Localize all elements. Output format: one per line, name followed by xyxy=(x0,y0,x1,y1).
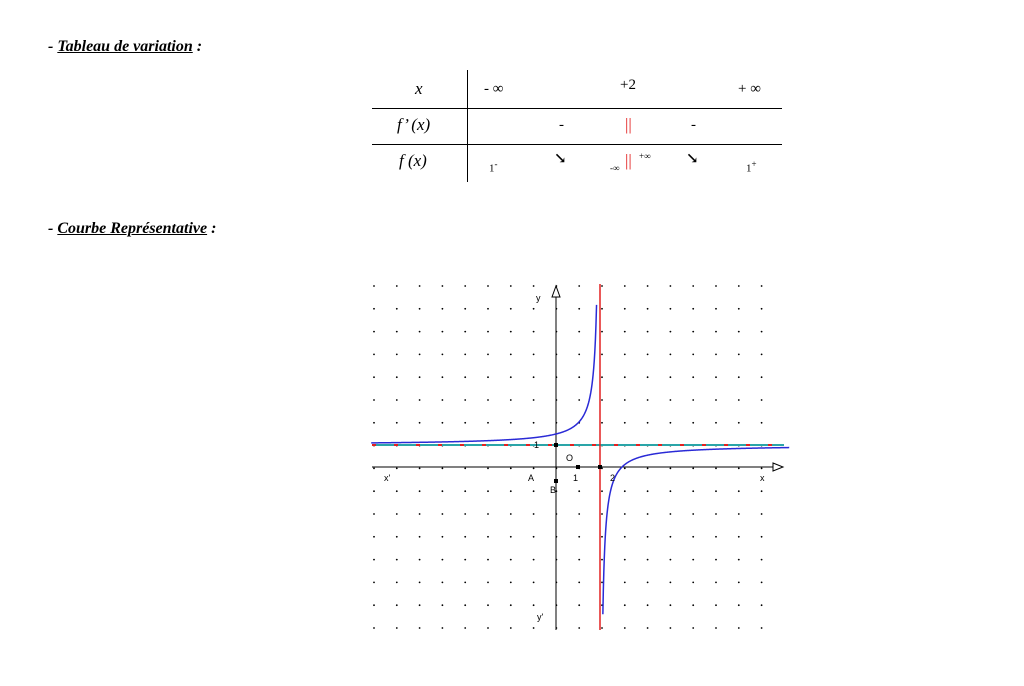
grid-dot xyxy=(487,604,489,606)
grid-dot xyxy=(419,490,421,492)
grid-dot xyxy=(578,513,580,515)
grid-dot xyxy=(738,354,740,356)
row-f-label: f (x) xyxy=(399,151,427,170)
grid-dot xyxy=(624,468,626,470)
x-value-two: +2 xyxy=(620,77,636,93)
grid-dot xyxy=(692,559,694,561)
grid-dot xyxy=(510,308,512,310)
grid-dot xyxy=(670,285,672,287)
grid-dot xyxy=(647,582,649,584)
grid-dot xyxy=(761,331,763,333)
grid-dot xyxy=(419,308,421,310)
grid-dot xyxy=(670,536,672,538)
grid-dot xyxy=(601,627,603,629)
grid-dot xyxy=(624,513,626,515)
grid-dot xyxy=(396,376,398,378)
grid-dot xyxy=(510,399,512,401)
x-minus-infinity: - ∞ xyxy=(484,81,504,97)
point-b-label: B xyxy=(550,485,557,495)
grid-dot xyxy=(464,399,466,401)
grid-dot xyxy=(373,559,375,561)
grid-dot xyxy=(419,559,421,561)
grid-dot xyxy=(396,468,398,470)
grid-dot xyxy=(624,285,626,287)
point-a-label: A xyxy=(528,473,535,483)
grid-dot xyxy=(624,604,626,606)
grid-dot xyxy=(373,468,375,470)
grid-dot xyxy=(464,627,466,629)
grid-dot xyxy=(761,582,763,584)
grid-dot xyxy=(738,399,740,401)
grid-dot xyxy=(510,468,512,470)
grid-dot xyxy=(373,308,375,310)
row-fprime-label: f’ (x) xyxy=(397,115,431,134)
grid-dot xyxy=(396,331,398,333)
grid-dot xyxy=(487,331,489,333)
grid-dot xyxy=(533,331,535,333)
grid-dot xyxy=(738,285,740,287)
grid-dot xyxy=(442,490,444,492)
grid-dot xyxy=(510,536,512,538)
grid-dot xyxy=(419,354,421,356)
grid-dot xyxy=(761,354,763,356)
grid-dot xyxy=(533,490,535,492)
grid-dot xyxy=(647,285,649,287)
grid-dot xyxy=(715,468,717,470)
x-prime-label: x' xyxy=(384,473,391,483)
grid-dot xyxy=(624,422,626,424)
grid-dot xyxy=(419,604,421,606)
grid-dot xyxy=(647,490,649,492)
grid-dot xyxy=(738,468,740,470)
grid-dot xyxy=(738,627,740,629)
grid-dot xyxy=(715,559,717,561)
grid-dot xyxy=(647,376,649,378)
y-prime-label: y' xyxy=(537,612,544,622)
grid-dot xyxy=(442,627,444,629)
grid-dot xyxy=(373,331,375,333)
grid-dot xyxy=(533,308,535,310)
tick-one-y-label: 1 xyxy=(534,440,540,450)
table-row-divider xyxy=(372,144,782,145)
grid-dot xyxy=(442,354,444,356)
grid-dot xyxy=(715,422,717,424)
grid-dot xyxy=(601,354,603,356)
grid-dot xyxy=(464,490,466,492)
grid-dot xyxy=(373,490,375,492)
grid-dot xyxy=(624,582,626,584)
x-plus-infinity: + ∞ xyxy=(738,81,761,97)
grid-dot xyxy=(487,468,489,470)
grid-dot xyxy=(487,627,489,629)
grid-dot xyxy=(578,354,580,356)
curve-left-branch xyxy=(371,305,596,443)
grid-dot xyxy=(533,582,535,584)
grid-dot xyxy=(738,513,740,515)
origin-label: O xyxy=(566,453,574,463)
grid-dot xyxy=(601,536,603,538)
variation-table xyxy=(372,68,782,184)
x-axis-arrow-icon xyxy=(773,463,783,471)
grid-dot xyxy=(396,536,398,538)
grid-dot xyxy=(692,582,694,584)
grid-dot xyxy=(464,559,466,561)
grid-dot xyxy=(715,627,717,629)
grid-dot xyxy=(487,399,489,401)
grid-dot xyxy=(692,399,694,401)
grid-dot xyxy=(670,604,672,606)
grid-dot xyxy=(601,285,603,287)
grid-dot xyxy=(761,468,763,470)
grid-dot xyxy=(715,285,717,287)
fprime-double-bar: || xyxy=(625,115,632,134)
grid-dot xyxy=(738,376,740,378)
function-graph xyxy=(370,282,784,632)
grid-dot xyxy=(692,490,694,492)
grid-dot xyxy=(373,582,375,584)
grid-dot xyxy=(670,627,672,629)
grid-dot xyxy=(373,513,375,515)
grid-dot xyxy=(396,308,398,310)
grid-dot xyxy=(373,399,375,401)
grid-dot xyxy=(419,422,421,424)
grid-dot xyxy=(601,490,603,492)
grid-dot xyxy=(487,376,489,378)
grid-dot xyxy=(692,468,694,470)
grid-dot xyxy=(715,604,717,606)
grid-dot xyxy=(373,422,375,424)
grid-dot xyxy=(510,331,512,333)
grid-dot xyxy=(464,308,466,310)
grid-dot xyxy=(396,285,398,287)
grid-dot xyxy=(419,513,421,515)
grid-dot xyxy=(624,308,626,310)
grid-dot xyxy=(624,627,626,629)
grid-dot xyxy=(692,604,694,606)
grid-dot xyxy=(738,422,740,424)
grid-dot xyxy=(578,376,580,378)
grid-dot xyxy=(692,308,694,310)
grid-dot xyxy=(419,399,421,401)
grid-dot xyxy=(533,627,535,629)
grid-dot xyxy=(715,399,717,401)
fprime-sign-right: - xyxy=(691,117,696,133)
grid-dot xyxy=(601,376,603,378)
grid-dot xyxy=(624,354,626,356)
grid-dot xyxy=(647,627,649,629)
grid-dot xyxy=(738,331,740,333)
grid-dot xyxy=(624,559,626,561)
grid-dot xyxy=(396,604,398,606)
grid-dot xyxy=(510,285,512,287)
tick-one-marker xyxy=(576,465,580,469)
grid-dot xyxy=(419,285,421,287)
grid-dot xyxy=(464,376,466,378)
grid-dot xyxy=(419,536,421,538)
grid-dot xyxy=(396,490,398,492)
grid-dot xyxy=(510,627,512,629)
grid-dot xyxy=(533,559,535,561)
grid-dot xyxy=(647,604,649,606)
grid-dot xyxy=(761,490,763,492)
decreasing-arrow-right-icon: ↘ xyxy=(686,151,699,167)
grid-dot xyxy=(670,376,672,378)
grid-dot xyxy=(442,582,444,584)
grid-dot xyxy=(761,285,763,287)
grid-dot xyxy=(510,354,512,356)
grid-dot xyxy=(761,559,763,561)
grid-dot xyxy=(487,308,489,310)
y-axis-label: y xyxy=(536,293,541,303)
grid-dot xyxy=(442,513,444,515)
grid-dot xyxy=(510,376,512,378)
grid-dot xyxy=(601,582,603,584)
grid-dot xyxy=(373,536,375,538)
f-limit-left: -∞ xyxy=(610,163,620,173)
grid-dot xyxy=(647,422,649,424)
grid-dot xyxy=(692,354,694,356)
grid-dot xyxy=(510,604,512,606)
f-double-bar: || xyxy=(625,151,632,170)
grid-dot xyxy=(442,468,444,470)
grid-dot xyxy=(464,536,466,538)
grid-dot xyxy=(533,376,535,378)
grid-dot xyxy=(533,285,535,287)
grid-dot xyxy=(442,604,444,606)
x-axis-label: x xyxy=(760,473,765,483)
f-right-value: 1+ xyxy=(746,159,757,175)
variation-table-title: Tableau de variation xyxy=(57,38,193,55)
table-row-divider xyxy=(372,108,782,109)
grid-dot xyxy=(442,308,444,310)
grid-dot xyxy=(670,513,672,515)
grid-dot xyxy=(578,490,580,492)
grid-dot xyxy=(578,285,580,287)
grid-dot xyxy=(442,376,444,378)
tick-one-y-marker xyxy=(554,443,558,447)
grid-dot xyxy=(715,331,717,333)
grid-dot xyxy=(601,331,603,333)
grid-dot xyxy=(692,331,694,333)
grid-dot xyxy=(487,490,489,492)
grid-dot xyxy=(578,627,580,629)
grid-dot xyxy=(624,331,626,333)
curve-title: Courbe Représentative xyxy=(57,220,208,237)
grid-dot xyxy=(601,308,603,310)
grid-dot xyxy=(510,559,512,561)
grid-dot xyxy=(396,422,398,424)
grid-dot xyxy=(442,536,444,538)
grid-dot xyxy=(715,536,717,538)
grid-dot xyxy=(692,422,694,424)
grid-dot xyxy=(761,308,763,310)
grid-dot xyxy=(510,513,512,515)
grid-dot xyxy=(419,331,421,333)
grid-dot xyxy=(578,399,580,401)
grid-dot xyxy=(670,422,672,424)
grid-dot xyxy=(533,513,535,515)
grid-dot xyxy=(510,582,512,584)
grid-dot xyxy=(715,582,717,584)
grid-dot xyxy=(464,331,466,333)
grid-dot xyxy=(578,308,580,310)
grid-dot xyxy=(442,331,444,333)
grid-dot xyxy=(510,422,512,424)
curve-heading: - Courbe Représentative : xyxy=(48,220,217,237)
grid-dot xyxy=(578,331,580,333)
tick-two-marker xyxy=(598,465,602,469)
grid-dot xyxy=(692,285,694,287)
grid-dot xyxy=(419,627,421,629)
grid-dot xyxy=(373,604,375,606)
grid-dot xyxy=(670,354,672,356)
grid-dot xyxy=(738,559,740,561)
f-limit-right: +∞ xyxy=(639,151,651,161)
grid-dot xyxy=(464,422,466,424)
grid-dot xyxy=(647,468,649,470)
grid-dot xyxy=(442,559,444,561)
grid-dot xyxy=(601,513,603,515)
grid-dot xyxy=(464,285,466,287)
point-b-marker xyxy=(554,479,558,483)
grid-dot xyxy=(396,627,398,629)
grid-dot xyxy=(670,308,672,310)
grid-dot xyxy=(487,285,489,287)
grid-dot xyxy=(373,354,375,356)
grid-dot xyxy=(419,582,421,584)
grid-dot xyxy=(624,536,626,538)
y-axis-arrow-icon xyxy=(552,286,560,297)
grid-dot xyxy=(601,399,603,401)
grid-dot xyxy=(647,513,649,515)
fprime-sign-left: - xyxy=(559,117,564,133)
grid-dot xyxy=(373,376,375,378)
variation-table-heading: - Tableau de variation : xyxy=(48,38,203,55)
grid-dot xyxy=(487,354,489,356)
grid-dot xyxy=(647,399,649,401)
grid-dot xyxy=(464,468,466,470)
grid-dot xyxy=(624,399,626,401)
tick-two-label: 2 xyxy=(610,473,616,483)
grid-dot xyxy=(442,422,444,424)
grid-dot xyxy=(533,354,535,356)
grid-dot xyxy=(761,399,763,401)
grid-dot xyxy=(396,399,398,401)
grid-dot xyxy=(715,376,717,378)
grid-dot xyxy=(396,559,398,561)
grid-dot xyxy=(692,536,694,538)
decreasing-arrow-left-icon: ↘ xyxy=(554,151,567,167)
grid-dot xyxy=(647,536,649,538)
grid-dot xyxy=(487,536,489,538)
grid-dot xyxy=(510,490,512,492)
grid-dot xyxy=(647,331,649,333)
grid-dot xyxy=(761,627,763,629)
grid-dot xyxy=(578,536,580,538)
grid-dot xyxy=(464,354,466,356)
grid-dot xyxy=(396,582,398,584)
grid-dot xyxy=(670,399,672,401)
grid-dot xyxy=(715,513,717,515)
f-left-value: 1- xyxy=(489,159,498,175)
grid-dot xyxy=(692,627,694,629)
grid-dot xyxy=(670,582,672,584)
grid-dot xyxy=(715,490,717,492)
grid-dot xyxy=(738,582,740,584)
grid-dot xyxy=(670,559,672,561)
grid-dot xyxy=(647,559,649,561)
grid-dot xyxy=(578,582,580,584)
grid-dot xyxy=(601,422,603,424)
grid-dot xyxy=(692,513,694,515)
grid-dot xyxy=(373,285,375,287)
grid-dot xyxy=(533,399,535,401)
grid-dot xyxy=(670,468,672,470)
table-vertical-line xyxy=(467,70,468,182)
grid-dot xyxy=(464,582,466,584)
grid-dot xyxy=(601,559,603,561)
grid-dot xyxy=(464,604,466,606)
grid-dot xyxy=(715,354,717,356)
grid-dot xyxy=(761,536,763,538)
grid-dot xyxy=(419,468,421,470)
grid-dot xyxy=(533,468,535,470)
row-x-label: x xyxy=(415,79,423,98)
grid-dot xyxy=(692,376,694,378)
grid-dot xyxy=(715,308,717,310)
grid-dot xyxy=(761,376,763,378)
grid-dot xyxy=(373,627,375,629)
grid-dot xyxy=(487,422,489,424)
grid-dot xyxy=(647,354,649,356)
grid-dot xyxy=(419,376,421,378)
grid-dot xyxy=(396,354,398,356)
grid-dot xyxy=(761,422,763,424)
grid-dot xyxy=(578,559,580,561)
grid-dot xyxy=(670,490,672,492)
grid-dot xyxy=(396,513,398,515)
grid-dot xyxy=(442,285,444,287)
grid-dot xyxy=(464,513,466,515)
grid-dot xyxy=(738,308,740,310)
grid-dot xyxy=(738,536,740,538)
grid-dot xyxy=(624,376,626,378)
grid-dot xyxy=(533,536,535,538)
grid-dot xyxy=(533,604,535,606)
grid-dot xyxy=(738,490,740,492)
grid-dot xyxy=(761,513,763,515)
grid-dot xyxy=(670,331,672,333)
grid-dot xyxy=(487,582,489,584)
grid-dot xyxy=(761,604,763,606)
grid-dot xyxy=(442,399,444,401)
grid-dot xyxy=(624,490,626,492)
grid-dot xyxy=(578,604,580,606)
grid-dot xyxy=(647,308,649,310)
grid-dot xyxy=(533,422,535,424)
tick-one-label: 1 xyxy=(573,473,579,483)
grid-dot xyxy=(487,513,489,515)
grid-dot xyxy=(487,559,489,561)
grid-dot xyxy=(738,604,740,606)
